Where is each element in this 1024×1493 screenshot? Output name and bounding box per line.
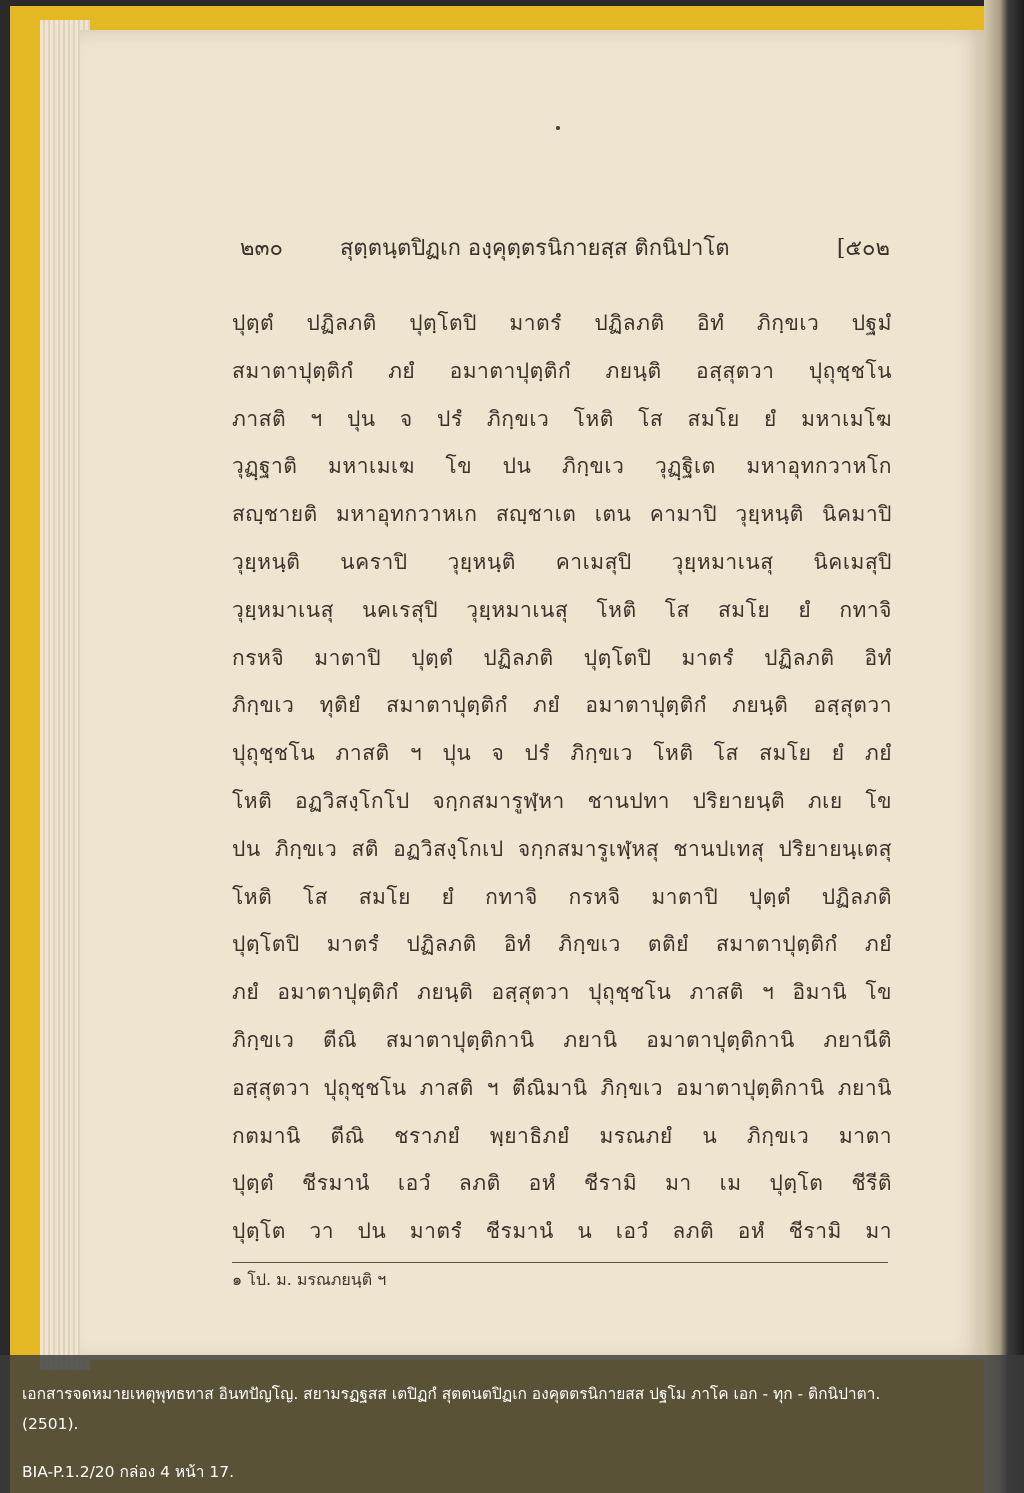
text-line: ปุตฺโตปิ มาตรํ ปฏิลภติ อิทํ ภิกฺขเว ตติยํ สมาตาปุตฺติกํ ภยํ: [232, 932, 892, 957]
text-line: ปุถุชฺชโน ภาสติ ฯ ปุน จ ปรํ ภิกฺขเว โหติ โส สมโย ยํ ภยํ: [232, 741, 892, 766]
text-line: ภิกฺขเว ทุติยํ สมาตาปุตฺติกํ ภยํ อมาตาปุตฺติกํ ภยนฺติ อสฺสุตวา: [232, 693, 892, 718]
caption-reference: BIA-P.1.2/20 กล่อง 4 หน้า 17.: [22, 1463, 235, 1481]
archive-caption: [0, 1355, 1024, 1493]
text-line: อสฺสุตวา ปุถุชฺชโน ภาสติ ฯ ตีณิมานิ ภิกฺขเว อมาตาปุตฺติกานิ ภยานิ: [232, 1075, 892, 1100]
text-line: สญฺชายติ มหาอุทกวาหเก สญฺชาเต เตน คามาปิ วุยฺหนฺติ นิคมาปิ: [232, 502, 892, 527]
ink-dot: [556, 126, 560, 130]
text-line: กตมานิ ตีณิ ชราภยํ พฺยาธิภยํ มรณภยํ น ภิกฺขเว มาตา: [232, 1123, 892, 1148]
text-line: ภิกฺขเว ตีณิ สมาตาปุตฺติกานิ ภยานิ อมาตาปุตฺติกานิ ภยานีติ: [232, 1027, 892, 1052]
caption-title: เอกสารจดหมายเหตุพุทธทาส อินทปัญโญ. สยามรฏฐสส เตปิฏกํ สุตตนตปิฏเก องคุตตรนิกายสส ปฐโม ภาโค เอก - ทุก - ติกนิปาตา.: [22, 1385, 881, 1403]
text-line: ปุตฺตํ ปฏิลภติ ปุตฺโตปิ มาตรํ ปฏิลภติ อิทํ ภิกฺขเว ปฐมํ: [232, 311, 892, 335]
page-number: ๒๓๐: [240, 236, 283, 261]
text-line: กรหจิ มาตาปิ ปุตฺตํ ปฏิลภติ ปุตฺโตปิ มาตรํ ปฏิลภติ อิทํ: [232, 645, 892, 670]
running-head: [240, 228, 890, 268]
text-line: ปน ภิกฺขเว สติ อฏวิสงฺโกเป จกฺกสมารูเฬฺหสุ ชานปเทสุ ปริยายนฺเตสุ: [232, 836, 892, 861]
running-head-title: สุตฺตนฺตปิฏเก องฺคุตฺตรนิกายสฺส ติกนิปาโต: [340, 236, 730, 261]
text-line: ภาสติ ฯ ปุน จ ปรํ ภิกฺขเว โหติ โส สมโย ยํ มหาเมโฆ: [232, 406, 892, 431]
footnote-divider: [232, 1262, 888, 1263]
section-number: [๕๐๒: [836, 236, 890, 261]
caption-year: (2501).: [22, 1415, 79, 1433]
text-line: ภยํ อมาตาปุตฺติกํ ภยนฺติ อสฺสุตวา ปุถุชฺชโน ภาสติ ฯ อิมานิ โข: [232, 980, 892, 1005]
body-text: [232, 300, 892, 1256]
text-line: โหติ อฏวิสงฺโกโป จกฺกสมารูฬฺหา ชานปทา ปริยายนฺติ ภเย โข: [232, 788, 892, 813]
text-line: โหติ โส สมโย ยํ กทาจิ กรหจิ มาตาปิ ปุตฺตํ ปฏิลภติ: [232, 884, 892, 909]
text-line: วุยฺหมาเนสุ นคเรสุปิ วุยฺหมาเนสุ โหติ โส สมโย ยํ กทาจิ: [232, 597, 892, 622]
text-line: ปุตฺโต วา ปน มาตรํ ชีรมานํ น เอวํ ลภติ อหํ ชีรามิ มา: [232, 1219, 892, 1244]
text-line: ปุตฺตํ ชีรมานํ เอวํ ลภติ อหํ ชีรามิ มา เม ปุตฺโต ชีรีติ: [232, 1171, 893, 1196]
footnote: ๑ โป. ม. มรณภยนฺติ ฯ: [232, 1270, 387, 1289]
text-line: วุฏฺฐาติ มหาเมเฆ โข ปน ภิกฺขเว วุฏฺฐิเต มหาอุทกวาหโก: [232, 454, 892, 479]
text-line: วุยฺหนฺติ นคราปิ วุยฺหนฺติ คาเมสุปิ วุยฺหมาเนสุ นิคเมสุปิ: [232, 549, 892, 574]
text-line: สมาตาปุตฺติกํ ภยํ อมาตาปุตฺติกํ ภยนฺติ อสฺสุตวา ปุถุชฺชโน: [232, 358, 892, 383]
book-spine-edge: [984, 0, 1024, 1493]
